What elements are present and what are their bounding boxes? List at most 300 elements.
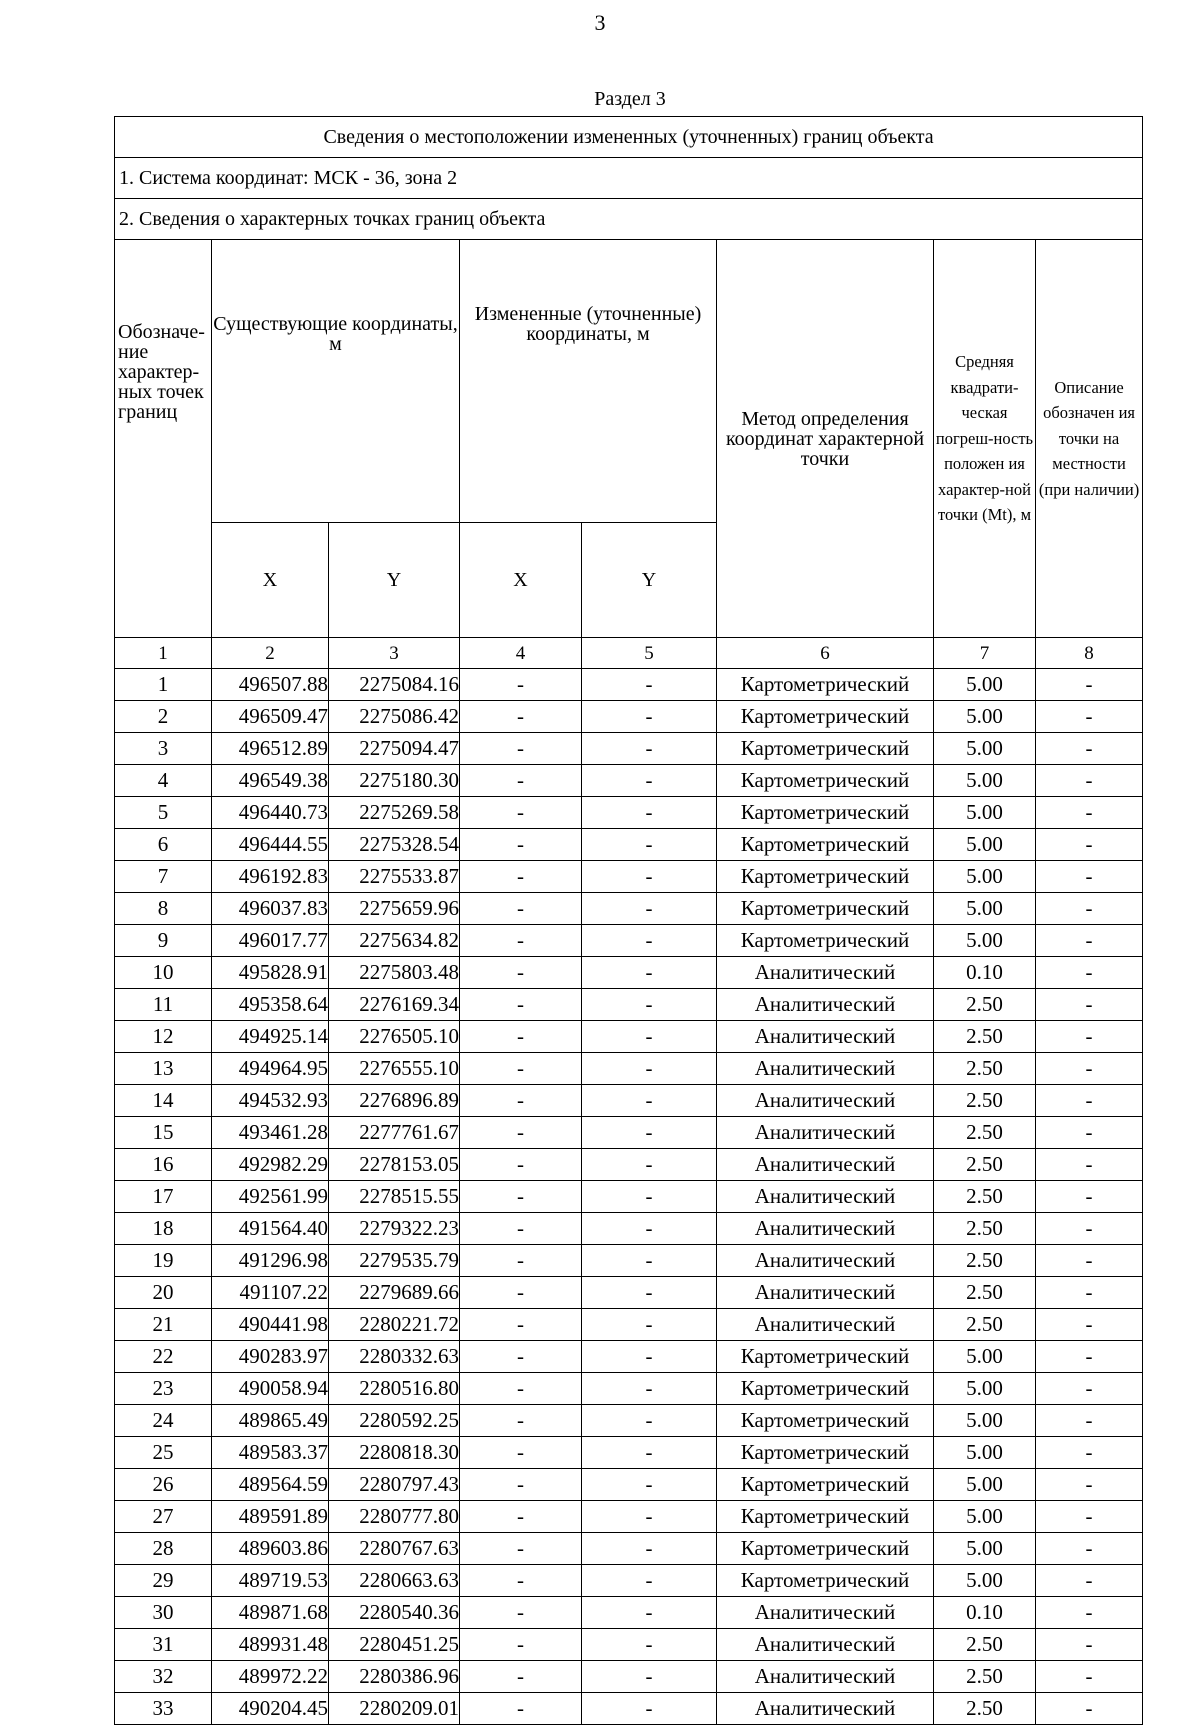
table-row: [115, 1693, 1143, 1725]
cell-existing-x: 496509.47: [212, 701, 329, 733]
cell-point-number: 5: [115, 797, 212, 829]
cell-method: Картометрический: [717, 1565, 934, 1597]
cell-existing-x: 489931.48: [212, 1629, 329, 1661]
cell-mean-error: 5.00: [934, 1437, 1036, 1469]
cell-mean-error: 5.00: [934, 733, 1036, 765]
table-row: [115, 669, 1143, 701]
cell-mean-error: 2.50: [934, 1085, 1036, 1117]
cell-changed-y: -: [582, 1053, 717, 1085]
cell-point-number: 6: [115, 829, 212, 861]
cell-existing-y: 2280777.80: [329, 1501, 460, 1533]
table-row: [115, 925, 1143, 957]
cell-changed-y: -: [582, 1277, 717, 1309]
cell-mean-error: 2.50: [934, 1117, 1036, 1149]
cell-changed-y: -: [582, 1533, 717, 1565]
header-method: Метод определения координат характерной точки: [717, 240, 934, 638]
table-row: [115, 957, 1143, 989]
cell-changed-x: -: [460, 989, 582, 1021]
cell-existing-x: 490441.98: [212, 1309, 329, 1341]
cell-changed-x: -: [460, 1693, 582, 1725]
cell-changed-y: -: [582, 1501, 717, 1533]
cell-changed-x: -: [460, 1533, 582, 1565]
cell-changed-y: -: [582, 1309, 717, 1341]
cell-existing-y: 2280663.63: [329, 1565, 460, 1597]
cell-existing-x: 489865.49: [212, 1405, 329, 1437]
cell-method: Аналитический: [717, 1661, 934, 1693]
cell-method: Аналитический: [717, 1629, 934, 1661]
cell-existing-y: 2280221.72: [329, 1309, 460, 1341]
table-row: [115, 989, 1143, 1021]
cell-changed-y: -: [582, 733, 717, 765]
cell-description: -: [1036, 1245, 1143, 1277]
cell-existing-y: 2275803.48: [329, 957, 460, 989]
cell-mean-error: 5.00: [934, 1341, 1036, 1373]
coordinate-system: 1. Система координат: МСК - 36, зона 2: [115, 158, 1143, 199]
cell-existing-x: 496444.55: [212, 829, 329, 861]
cell-method: Картометрический: [717, 1405, 934, 1437]
boundary-points-table: [114, 116, 1143, 1725]
cell-mean-error: 5.00: [934, 1405, 1036, 1437]
cell-method: Картометрический: [717, 1469, 934, 1501]
cell-existing-x: 490283.97: [212, 1341, 329, 1373]
cell-mean-error: 2.50: [934, 1277, 1036, 1309]
cell-existing-y: 2280516.80: [329, 1373, 460, 1405]
cell-existing-x: 491107.22: [212, 1277, 329, 1309]
table-row: [115, 701, 1143, 733]
cell-changed-y: -: [582, 1149, 717, 1181]
cell-existing-y: 2275328.54: [329, 829, 460, 861]
cell-changed-x: -: [460, 829, 582, 861]
cell-method: Аналитический: [717, 1309, 934, 1341]
cell-mean-error: 0.10: [934, 957, 1036, 989]
cell-method: Картометрический: [717, 925, 934, 957]
cell-changed-x: -: [460, 797, 582, 829]
cell-point-number: 23: [115, 1373, 212, 1405]
cell-point-number: 18: [115, 1213, 212, 1245]
cell-mean-error: 5.00: [934, 1373, 1036, 1405]
cell-description: -: [1036, 1181, 1143, 1213]
cell-mean-error: 5.00: [934, 1469, 1036, 1501]
cell-point-number: 32: [115, 1661, 212, 1693]
column-number: 1: [115, 638, 212, 669]
column-number: 5: [582, 638, 717, 669]
cell-changed-y: -: [582, 701, 717, 733]
cell-changed-y: -: [582, 1437, 717, 1469]
cell-changed-y: -: [582, 765, 717, 797]
cell-existing-x: 489564.59: [212, 1469, 329, 1501]
cell-changed-x: -: [460, 1213, 582, 1245]
cell-method: Картометрический: [717, 701, 934, 733]
table-row: [115, 1533, 1143, 1565]
cell-method: Картометрический: [717, 1437, 934, 1469]
column-number: 7: [934, 638, 1036, 669]
table-row: [115, 829, 1143, 861]
cell-description: -: [1036, 669, 1143, 701]
cell-changed-x: -: [460, 957, 582, 989]
cell-mean-error: 2.50: [934, 1213, 1036, 1245]
cell-point-number: 3: [115, 733, 212, 765]
cell-existing-y: 2275094.47: [329, 733, 460, 765]
cell-method: Картометрический: [717, 1341, 934, 1373]
cell-description: -: [1036, 797, 1143, 829]
cell-changed-y: -: [582, 1629, 717, 1661]
cell-existing-x: 490058.94: [212, 1373, 329, 1405]
cell-existing-y: 2275084.16: [329, 669, 460, 701]
cell-method: Картометрический: [717, 861, 934, 893]
cell-existing-x: 494964.95: [212, 1053, 329, 1085]
cell-existing-y: 2280540.36: [329, 1597, 460, 1629]
cell-point-number: 30: [115, 1597, 212, 1629]
cell-method: Аналитический: [717, 1277, 934, 1309]
cell-method: Аналитический: [717, 1181, 934, 1213]
cell-changed-x: -: [460, 1149, 582, 1181]
cell-description: -: [1036, 1437, 1143, 1469]
cell-method: Картометрический: [717, 733, 934, 765]
cell-existing-y: 2279322.23: [329, 1213, 460, 1245]
column-number-row: [115, 638, 1143, 669]
column-number: 4: [460, 638, 582, 669]
cell-existing-x: 489972.22: [212, 1661, 329, 1693]
table-row: [115, 1053, 1143, 1085]
cell-description: -: [1036, 1373, 1143, 1405]
cell-method: Аналитический: [717, 1597, 934, 1629]
cell-existing-y: 2280209.01: [329, 1693, 460, 1725]
header-x-existing: X: [212, 523, 329, 638]
cell-description: -: [1036, 733, 1143, 765]
cell-existing-x: 494925.14: [212, 1021, 329, 1053]
table-title: Сведения о местоположении измененных (уточненных) границ объекта: [115, 117, 1143, 158]
cell-description: -: [1036, 1469, 1143, 1501]
cell-point-number: 22: [115, 1341, 212, 1373]
table-row: [115, 1437, 1143, 1469]
cell-description: -: [1036, 1149, 1143, 1181]
cell-changed-y: -: [582, 925, 717, 957]
header-x-changed: X: [460, 523, 582, 638]
cell-mean-error: 2.50: [934, 1149, 1036, 1181]
cell-description: -: [1036, 1021, 1143, 1053]
cell-changed-x: -: [460, 1021, 582, 1053]
cell-existing-y: 2276896.89: [329, 1085, 460, 1117]
table-row: [115, 765, 1143, 797]
cell-point-number: 9: [115, 925, 212, 957]
cell-existing-y: 2280818.30: [329, 1437, 460, 1469]
cell-existing-y: 2280451.25: [329, 1629, 460, 1661]
cell-point-number: 17: [115, 1181, 212, 1213]
cell-existing-x: 495358.64: [212, 989, 329, 1021]
cell-point-number: 13: [115, 1053, 212, 1085]
cell-description: -: [1036, 1117, 1143, 1149]
cell-description: -: [1036, 957, 1143, 989]
cell-existing-x: 489871.68: [212, 1597, 329, 1629]
cell-point-number: 8: [115, 893, 212, 925]
column-number: 2: [212, 638, 329, 669]
table-row: [115, 1373, 1143, 1405]
cell-mean-error: 5.00: [934, 701, 1036, 733]
cell-changed-x: -: [460, 669, 582, 701]
cell-description: -: [1036, 1277, 1143, 1309]
cell-description: -: [1036, 925, 1143, 957]
cell-point-number: 27: [115, 1501, 212, 1533]
cell-mean-error: 2.50: [934, 1181, 1036, 1213]
table-row: [115, 1629, 1143, 1661]
cell-point-number: 20: [115, 1277, 212, 1309]
cell-description: -: [1036, 1085, 1143, 1117]
cell-changed-y: -: [582, 1693, 717, 1725]
table-row: [115, 1117, 1143, 1149]
table-row: [115, 1181, 1143, 1213]
cell-changed-x: -: [460, 733, 582, 765]
cell-existing-y: 2276505.10: [329, 1021, 460, 1053]
cell-method: Аналитический: [717, 1085, 934, 1117]
table-row: [115, 1085, 1143, 1117]
column-number: 3: [329, 638, 460, 669]
cell-existing-y: 2278515.55: [329, 1181, 460, 1213]
cell-existing-y: 2277761.67: [329, 1117, 460, 1149]
cell-description: -: [1036, 1693, 1143, 1725]
cell-description: -: [1036, 1053, 1143, 1085]
cell-changed-y: -: [582, 1469, 717, 1501]
cell-existing-x: 489719.53: [212, 1565, 329, 1597]
cell-changed-x: -: [460, 1053, 582, 1085]
cell-point-number: 25: [115, 1437, 212, 1469]
cell-existing-x: 489583.37: [212, 1437, 329, 1469]
cell-point-number: 12: [115, 1021, 212, 1053]
table-row: [115, 1661, 1143, 1693]
cell-mean-error: 2.50: [934, 1629, 1036, 1661]
cell-point-number: 10: [115, 957, 212, 989]
cell-changed-x: -: [460, 1501, 582, 1533]
cell-existing-y: 2275269.58: [329, 797, 460, 829]
cell-changed-y: -: [582, 1085, 717, 1117]
cell-point-number: 31: [115, 1629, 212, 1661]
cell-existing-x: 489591.89: [212, 1501, 329, 1533]
page-number: 3: [594, 10, 606, 35]
cell-point-number: 4: [115, 765, 212, 797]
cell-mean-error: 5.00: [934, 925, 1036, 957]
table-row: [115, 1597, 1143, 1629]
cell-existing-y: 2280386.96: [329, 1661, 460, 1693]
cell-description: -: [1036, 1341, 1143, 1373]
cell-mean-error: 5.00: [934, 861, 1036, 893]
cell-mean-error: 5.00: [934, 765, 1036, 797]
section-label: Раздел 3: [594, 88, 666, 110]
cell-mean-error: 5.00: [934, 1533, 1036, 1565]
cell-description: -: [1036, 1597, 1143, 1629]
cell-existing-y: 2275533.87: [329, 861, 460, 893]
cell-mean-error: 5.00: [934, 1501, 1036, 1533]
cell-method: Аналитический: [717, 1117, 934, 1149]
cell-existing-x: 496017.77: [212, 925, 329, 957]
cell-method: Картометрический: [717, 765, 934, 797]
cell-point-number: 26: [115, 1469, 212, 1501]
cell-mean-error: 2.50: [934, 1693, 1036, 1725]
cell-changed-x: -: [460, 1437, 582, 1469]
cell-changed-x: -: [460, 893, 582, 925]
cell-point-number: 24: [115, 1405, 212, 1437]
cell-changed-x: -: [460, 1373, 582, 1405]
cell-method: Картометрический: [717, 893, 934, 925]
cell-method: Аналитический: [717, 1213, 934, 1245]
cell-method: Картометрический: [717, 1533, 934, 1565]
table-row: [115, 733, 1143, 765]
table-row: [115, 1021, 1143, 1053]
cell-method: Картометрический: [717, 797, 934, 829]
cell-changed-y: -: [582, 1213, 717, 1245]
cell-description: -: [1036, 701, 1143, 733]
cell-existing-y: 2275634.82: [329, 925, 460, 957]
cell-changed-x: -: [460, 765, 582, 797]
cell-changed-y: -: [582, 957, 717, 989]
column-number: 8: [1036, 638, 1143, 669]
cell-changed-x: -: [460, 1405, 582, 1437]
cell-point-number: 33: [115, 1693, 212, 1725]
cell-description: -: [1036, 1501, 1143, 1533]
cell-changed-y: -: [582, 829, 717, 861]
cell-changed-x: -: [460, 1469, 582, 1501]
cell-changed-x: -: [460, 925, 582, 957]
cell-point-number: 15: [115, 1117, 212, 1149]
cell-changed-y: -: [582, 861, 717, 893]
cell-mean-error: 2.50: [934, 1021, 1036, 1053]
cell-changed-x: -: [460, 701, 582, 733]
cell-changed-y: -: [582, 1117, 717, 1149]
cell-changed-y: -: [582, 1245, 717, 1277]
cell-method: Аналитический: [717, 1693, 934, 1725]
cell-method: Аналитический: [717, 989, 934, 1021]
cell-existing-x: 489603.86: [212, 1533, 329, 1565]
cell-existing-x: 496549.38: [212, 765, 329, 797]
cell-changed-y: -: [582, 797, 717, 829]
cell-description: -: [1036, 893, 1143, 925]
cell-changed-y: -: [582, 1565, 717, 1597]
cell-changed-x: -: [460, 1565, 582, 1597]
header-y-changed: Y: [582, 523, 717, 638]
cell-changed-x: -: [460, 861, 582, 893]
cell-existing-x: 496192.83: [212, 861, 329, 893]
cell-description: -: [1036, 1565, 1143, 1597]
cell-existing-x: 493461.28: [212, 1117, 329, 1149]
cell-existing-x: 496507.88: [212, 669, 329, 701]
table-row: [115, 1565, 1143, 1597]
header-y-existing: Y: [329, 523, 460, 638]
cell-method: Картометрический: [717, 829, 934, 861]
cell-existing-x: 492561.99: [212, 1181, 329, 1213]
cell-point-number: 29: [115, 1565, 212, 1597]
cell-method: Аналитический: [717, 957, 934, 989]
cell-existing-y: 2278153.05: [329, 1149, 460, 1181]
cell-description: -: [1036, 1629, 1143, 1661]
cell-existing-x: 491296.98: [212, 1245, 329, 1277]
points-heading: 2. Сведения о характерных точках границ объекта: [115, 199, 1143, 240]
cell-description: -: [1036, 989, 1143, 1021]
cell-description: -: [1036, 829, 1143, 861]
cell-existing-y: 2275086.42: [329, 701, 460, 733]
cell-mean-error: 5.00: [934, 893, 1036, 925]
cell-existing-y: 2276169.34: [329, 989, 460, 1021]
cell-mean-error: 2.50: [934, 1309, 1036, 1341]
cell-existing-x: 495828.91: [212, 957, 329, 989]
cell-changed-y: -: [582, 1021, 717, 1053]
cell-existing-y: 2280797.43: [329, 1469, 460, 1501]
cell-existing-x: 496512.89: [212, 733, 329, 765]
cell-method: Аналитический: [717, 1245, 934, 1277]
cell-mean-error: 2.50: [934, 1245, 1036, 1277]
cell-changed-y: -: [582, 893, 717, 925]
cell-point-number: 28: [115, 1533, 212, 1565]
cell-changed-x: -: [460, 1181, 582, 1213]
cell-changed-x: -: [460, 1117, 582, 1149]
cell-existing-x: 496037.83: [212, 893, 329, 925]
table-row: [115, 1501, 1143, 1533]
cell-existing-x: 494532.93: [212, 1085, 329, 1117]
header-point-designation: Обозначе-ние характер-ных точек границ: [115, 240, 212, 638]
table-row: [115, 1149, 1143, 1181]
cell-description: -: [1036, 861, 1143, 893]
cell-existing-y: 2280767.63: [329, 1533, 460, 1565]
header-changed-coords: Измененные (уточненные) координаты, м: [460, 240, 717, 523]
column-number: 6: [717, 638, 934, 669]
cell-changed-y: -: [582, 1181, 717, 1213]
table-row: [115, 1245, 1143, 1277]
cell-mean-error: 5.00: [934, 669, 1036, 701]
cell-mean-error: 2.50: [934, 1053, 1036, 1085]
cell-description: -: [1036, 1309, 1143, 1341]
table-row: [115, 1469, 1143, 1501]
cell-mean-error: 5.00: [934, 829, 1036, 861]
cell-changed-x: -: [460, 1341, 582, 1373]
table-row: [115, 1213, 1143, 1245]
cell-point-number: 1: [115, 669, 212, 701]
cell-changed-y: -: [582, 1373, 717, 1405]
cell-method: Аналитический: [717, 1053, 934, 1085]
cell-point-number: 21: [115, 1309, 212, 1341]
cell-existing-y: 2279689.66: [329, 1277, 460, 1309]
cell-description: -: [1036, 1661, 1143, 1693]
cell-existing-x: 490204.45: [212, 1693, 329, 1725]
cell-existing-y: 2276555.10: [329, 1053, 460, 1085]
table-row: [115, 1309, 1143, 1341]
cell-method: Картометрический: [717, 669, 934, 701]
cell-method: Аналитический: [717, 1021, 934, 1053]
cell-changed-x: -: [460, 1629, 582, 1661]
cell-existing-x: 492982.29: [212, 1149, 329, 1181]
cell-changed-y: -: [582, 1405, 717, 1437]
table-row: [115, 1341, 1143, 1373]
cell-changed-x: -: [460, 1245, 582, 1277]
cell-existing-y: 2275659.96: [329, 893, 460, 925]
cell-point-number: 11: [115, 989, 212, 1021]
cell-existing-y: 2275180.30: [329, 765, 460, 797]
header-mean-error: Средняя квадрати-ческая погреш-ность положен ия характер-ной точки (Mt), м: [934, 240, 1036, 638]
cell-description: -: [1036, 1533, 1143, 1565]
table-row: [115, 861, 1143, 893]
header-description: Описание обозначен ия точки на местности (при наличии): [1036, 240, 1143, 638]
table-row: [115, 893, 1143, 925]
cell-point-number: 7: [115, 861, 212, 893]
cell-method: Картометрический: [717, 1501, 934, 1533]
cell-point-number: 19: [115, 1245, 212, 1277]
cell-existing-y: 2280592.25: [329, 1405, 460, 1437]
cell-changed-x: -: [460, 1597, 582, 1629]
cell-mean-error: 2.50: [934, 1661, 1036, 1693]
cell-point-number: 16: [115, 1149, 212, 1181]
cell-description: -: [1036, 1213, 1143, 1245]
cell-changed-x: -: [460, 1309, 582, 1341]
cell-existing-x: 496440.73: [212, 797, 329, 829]
cell-changed-y: -: [582, 1661, 717, 1693]
header-existing-coords: Существующие координаты, м: [212, 240, 460, 523]
cell-point-number: 14: [115, 1085, 212, 1117]
